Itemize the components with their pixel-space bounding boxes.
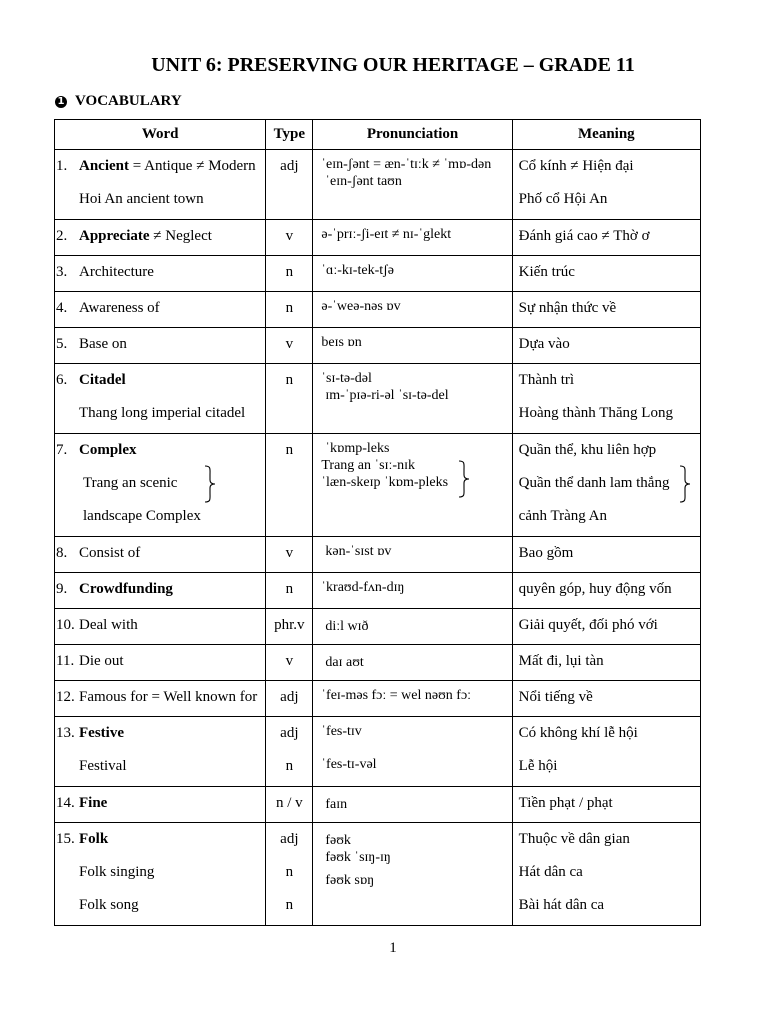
row-number: 6. — [56, 372, 68, 388]
pronunciation-line: ə-ˈweə-nəs ɒv — [321, 299, 401, 314]
meaning-text: Giải quyết, đối phó với — [518, 617, 658, 633]
section-bullet-icon: 1 — [55, 96, 67, 108]
meaning-cell — [512, 717, 700, 787]
page-number: 1 — [389, 940, 397, 956]
headword: Famous for = Well known for — [79, 689, 258, 705]
meaning-example: Lễ hội — [518, 758, 558, 774]
row-number: 8. — [56, 545, 68, 561]
row-number: 5. — [56, 336, 68, 352]
meaning-cell — [512, 681, 700, 717]
word-type: adj — [280, 831, 299, 847]
headword: Ancient — [79, 158, 129, 174]
header-word: Word — [55, 120, 266, 150]
example-phrase: Folk song — [79, 897, 139, 913]
table-header-row — [55, 120, 701, 150]
right-brace-icon — [678, 465, 692, 503]
example-phrase: Hoi An ancient town — [79, 191, 204, 207]
word-cell — [55, 537, 266, 573]
meaning-cell — [512, 150, 700, 220]
meaning-cell — [512, 823, 700, 926]
row-number: 1. — [56, 158, 68, 174]
meaning-cell — [512, 787, 700, 823]
word-cell — [55, 364, 266, 434]
type-cell — [266, 292, 313, 328]
pronunciation-line: fəʊk ˈsɪŋ-ɪŋ — [325, 850, 391, 865]
type-cell — [266, 609, 313, 645]
word-type: v — [285, 336, 294, 352]
word-cell — [55, 573, 266, 609]
table-row — [55, 328, 701, 364]
pronunciation-line: ə-ˈprɪː-ʃi-eɪt ≠ nɪ-ˈglekt — [321, 227, 452, 242]
row-number: 9. — [56, 581, 68, 597]
row-number: 15. — [56, 831, 75, 847]
type-cell — [266, 328, 313, 364]
meaning-cell — [512, 328, 700, 364]
word-type-sub: n — [285, 758, 294, 774]
example-phrase: Festival — [79, 758, 127, 774]
type-cell — [266, 573, 313, 609]
word-cell — [55, 823, 266, 926]
example-phrase-cont: landscape Complex — [83, 508, 201, 524]
meaning-text: Thuộc về dân gian — [518, 831, 630, 847]
meaning-cell — [512, 609, 700, 645]
pronunciation-line: ˈsɪ-tə-dəl — [321, 371, 372, 386]
word-cell — [55, 256, 266, 292]
vocabulary-table — [54, 119, 701, 926]
pronunciation-cell — [313, 645, 512, 681]
pronunciation-line: faɪn — [325, 797, 348, 812]
headword: Awareness of — [79, 300, 160, 316]
table-row — [55, 573, 701, 609]
headword: Architecture — [79, 264, 154, 280]
type-cell — [266, 823, 313, 926]
pronunciation-cell — [313, 328, 512, 364]
word-type-sub: n — [285, 897, 294, 913]
meaning-cell — [512, 220, 700, 256]
word-cell — [55, 645, 266, 681]
table-row — [55, 717, 701, 787]
headword: Complex — [79, 442, 137, 458]
word-type: n / v — [276, 795, 303, 811]
type-cell — [266, 220, 313, 256]
meaning-example-part: Quần thể danh lam thắng — [518, 475, 670, 491]
example-phrase: Folk singing — [79, 864, 155, 880]
meaning-text: Mất đi, lụi tàn — [518, 653, 604, 669]
meaning-cell — [512, 645, 700, 681]
word-type: adj — [280, 689, 299, 705]
pronunciation-cell — [313, 787, 512, 823]
row-number: 3. — [56, 264, 68, 280]
pronunciation-line-text: ˈlæn-skeɪp ˈkɒm-pleks — [321, 475, 449, 490]
headword: Die out — [79, 653, 124, 669]
table-row — [55, 823, 701, 926]
pronunciation-line: ˈɑː-kɪ-tek-tʃə — [321, 263, 394, 278]
table-row — [55, 150, 701, 220]
table-row — [55, 787, 701, 823]
row-number: 12. — [56, 689, 75, 705]
pronunciation-line: ˈeɪn-ʃənt taʊn — [325, 174, 402, 189]
pronunciation-line: fəʊk sɒŋ — [325, 873, 375, 888]
table-row — [55, 220, 701, 256]
pronunciation-line: beɪs ɒn — [321, 335, 362, 350]
type-cell — [266, 681, 313, 717]
meaning-text: Thành trì — [518, 372, 575, 388]
pronunciation-cell — [313, 434, 512, 537]
word-cell — [55, 609, 266, 645]
headword: Appreciate — [79, 228, 150, 244]
meaning-text: Có không khí lễ hội — [518, 725, 638, 741]
row-number: 10. — [56, 617, 75, 633]
row-number: 2. — [56, 228, 68, 244]
type-cell — [266, 717, 313, 787]
word-type: n — [285, 264, 294, 280]
row-number: 13. — [56, 725, 75, 741]
pronunciation-line: fəʊk — [325, 833, 351, 848]
meaning-text: quyên góp, huy động vốn — [518, 581, 672, 597]
table-row — [55, 434, 701, 537]
row-number: 7. — [56, 442, 68, 458]
type-cell — [266, 434, 313, 537]
word-extra: = Antique ≠ Modern — [129, 158, 256, 174]
pronunciation-line: daɪ aʊt — [325, 655, 364, 670]
pronunciation-cell — [313, 681, 512, 717]
row-number: 14. — [56, 795, 75, 811]
type-cell — [266, 645, 313, 681]
word-cell — [55, 220, 266, 256]
meaning-text: Cổ kính ≠ Hiện đại — [518, 158, 634, 174]
pronunciation-line: ˈkraʊd-fʌn-dɪŋ — [321, 580, 405, 595]
meaning-example: Bài hát dân ca — [518, 897, 605, 913]
page-title: UNIT 6: PRESERVING OUR HERITAGE – GRADE 11 — [151, 54, 635, 76]
word-cell — [55, 434, 266, 537]
meaning-example: Hoàng thành Thăng Long — [518, 405, 673, 421]
headword: Crowdfunding — [79, 581, 173, 597]
table-row — [55, 256, 701, 292]
word-type: n — [285, 581, 294, 597]
pronunciation-line: ˈfeɪ-məs fɔː = wel nəʊn fɔː — [321, 688, 472, 703]
headword: Consist of — [79, 545, 141, 561]
table-row — [55, 681, 701, 717]
pronunciation-cell — [313, 573, 512, 609]
header-type: Type — [266, 120, 313, 150]
meaning-text: Nổi tiếng về — [518, 689, 593, 705]
table-row — [55, 609, 701, 645]
word-extra: ≠ Neglect — [149, 228, 212, 244]
word-type: v — [285, 545, 294, 561]
word-type: v — [285, 653, 294, 669]
meaning-cell — [512, 537, 700, 573]
pronunciation-cell — [313, 364, 512, 434]
header-meaning: Meaning — [512, 120, 700, 150]
word-type: n — [285, 442, 294, 458]
type-cell — [266, 364, 313, 434]
meaning-cell — [512, 364, 700, 434]
meaning-cell — [512, 256, 700, 292]
word-type: v — [285, 228, 294, 244]
pronunciation-cell — [313, 823, 512, 926]
table-row — [55, 537, 701, 573]
type-cell — [266, 787, 313, 823]
word-cell — [55, 292, 266, 328]
header-pronunciation: Pronunciation — [313, 120, 512, 150]
pronunciation-line: Trang an ˈsɪː-nɪk — [321, 458, 415, 473]
pronunciation-cell — [313, 609, 512, 645]
meaning-example — [513, 467, 700, 500]
table-row — [55, 364, 701, 434]
right-brace-icon — [457, 460, 471, 498]
word-type: n — [285, 372, 294, 388]
headword: Folk — [79, 831, 109, 847]
word-cell — [55, 328, 266, 364]
meaning-text: Quần thể, khu liên hợp — [518, 442, 657, 458]
word-type: n — [285, 300, 294, 316]
meaning-cell — [512, 573, 700, 609]
section-label: VOCABULARY — [75, 93, 182, 109]
section-heading — [55, 93, 182, 110]
meaning-text: Tiền phạt / phạt — [518, 795, 613, 811]
pronunciation-cell — [313, 220, 512, 256]
example-phrase-part: Trang an scenic — [83, 475, 178, 491]
example-phrase: Thang long imperial citadel — [79, 405, 246, 421]
meaning-text: Kiến trúc — [518, 264, 575, 280]
word-type-sub: n — [285, 864, 294, 880]
right-brace-icon — [203, 465, 217, 503]
headword: Deal with — [79, 617, 138, 633]
meaning-text: Đánh giá cao ≠ Thờ ơ — [518, 228, 650, 244]
pronunciation-cell — [313, 717, 512, 787]
word-type: adj — [280, 725, 299, 741]
row-number: 4. — [56, 300, 68, 316]
row-number: 11. — [56, 653, 75, 669]
type-cell — [266, 256, 313, 292]
pronunciation-line: ˈeɪn-ʃənt = æn-ˈtɪːk ≠ ˈmɒ-dən — [321, 157, 492, 172]
pronunciation-cell — [313, 537, 512, 573]
meaning-text: Dựa vào — [518, 336, 570, 352]
pronunciation-line: ˈfes-tɪ-vəl — [321, 757, 377, 772]
word-cell — [55, 150, 266, 220]
word-cell — [55, 717, 266, 787]
pronunciation-cell — [313, 150, 512, 220]
meaning-example: Phố cổ Hội An — [518, 191, 608, 207]
pronunciation-line: ɪm-ˈpɪə-ri-əl ˈsɪ-tə-del — [325, 388, 449, 403]
pronunciation-cell — [313, 256, 512, 292]
pronunciation-line: diːl wɪð — [325, 619, 369, 634]
table-row — [55, 292, 701, 328]
word-type: adj — [280, 158, 299, 174]
type-cell — [266, 150, 313, 220]
pronunciation-cell — [313, 292, 512, 328]
word-cell — [55, 681, 266, 717]
type-cell — [266, 537, 313, 573]
pronunciation-line: ˈfes-tɪv — [321, 724, 362, 739]
table-row — [55, 645, 701, 681]
example-phrase — [55, 467, 265, 500]
pronunciation-line — [321, 474, 511, 491]
meaning-example: Hát dân ca — [518, 864, 583, 880]
meaning-example-cont: cảnh Tràng An — [518, 508, 608, 524]
word-type: phr.v — [274, 617, 305, 633]
meaning-cell — [512, 292, 700, 328]
word-cell — [55, 787, 266, 823]
meaning-text: Sự nhận thức về — [518, 300, 617, 316]
meaning-cell — [512, 434, 700, 537]
pronunciation-line: kən-ˈsɪst ɒv — [325, 544, 392, 559]
pronunciation-line: ˈkɒmp-leks — [325, 441, 390, 456]
headword: Festive — [79, 725, 124, 741]
headword: Base on — [79, 336, 127, 352]
headword: Citadel — [79, 372, 126, 388]
meaning-text: Bao gồm — [518, 545, 574, 561]
headword: Fine — [79, 795, 108, 811]
